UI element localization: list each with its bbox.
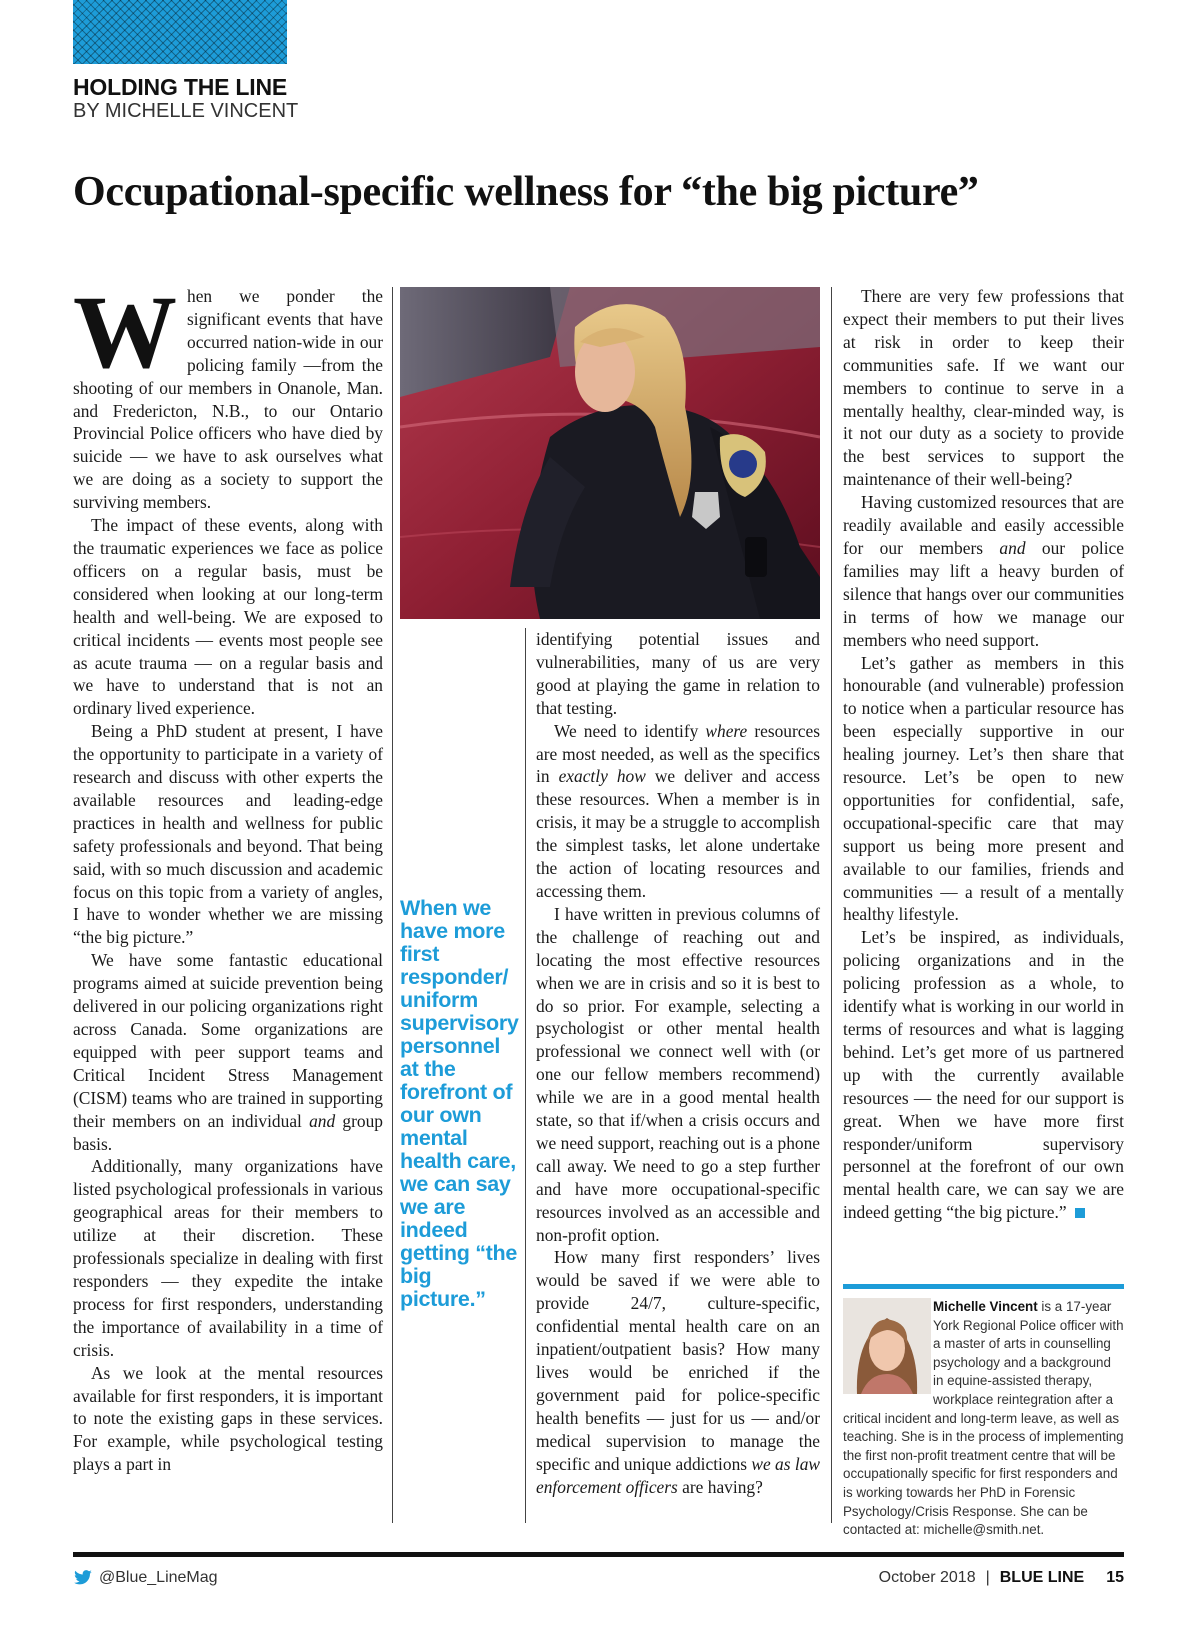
article-paragraph: When we ponder the significant events that have occurred nation-wide in our policing family —from the shooting of our members in Onanole, Man. and Fredericton, N.B., to our Ontario Provincial Police officers who have died by suicide — we have to ask ourselves what we are doing as a society to support the surviving members. <box>73 275 383 513</box>
column-divider <box>831 287 832 1523</box>
author-bio: Michelle Vincent is a 17-year York Regional Police officer with a master of arts in counselling psychology and a background in equine-assisted therapy, workplace reintegration after a critical incident and long-term leave, as well as teaching. She is in the process of implementing the first non-profit treatment centre that will be occupationally specific for first responders and is working towards her PhD in Forensic Psychology/Crisis Response. She can be contacted at: michelle@smith.net. <box>843 1299 1124 1538</box>
article-headline: Occupational-specific wellness for “the big picture” <box>73 169 979 215</box>
column-divider <box>392 287 393 1523</box>
article-column-3 <box>536 628 820 1498</box>
folio-separator: | <box>985 1569 990 1586</box>
page-folio <box>879 1569 1124 1587</box>
article-paragraph: How many first responders’ lives would be saved if we were able to provide 24/7, culture-specific, confidential mental health care on an inpatient/outpatient basis? How many lives would be enriched if the government paid for police-specific health benefits — just for us — and/or medical supervision to manage the specific and unique addictions we as law enforcement officers are having? <box>536 1247 820 1497</box>
column-divider <box>525 628 526 1523</box>
issue-date: October 2018 <box>878 1569 976 1586</box>
page-number: 15 <box>1106 1569 1124 1586</box>
article-paragraph: Let’s gather as members in this honourable (and vulnerable) profession to notice when a particular resource has been especially supportive in our healing journey. Let’s then share that resource. Let’s be open to new opportunities for confidential, safe, occupational-specific care that may support us being more present and available to our families, friends and communities — a result of a mentally healthy lifestyle. <box>843 652 1124 925</box>
article-paragraph: The impact of these events, along with the traumatic experiences we face as police officers on a regular basis, must be considered when looking at our long-term health and well-being. We are exposed to critical incidents — events most people see as acute trauma — on a regular basis and we have to understand that is not an ordinary lived experience. <box>73 515 383 719</box>
article-column-4 <box>843 285 1124 1224</box>
article-paragraph: Having customized resources that are readily available and easily accessible for our members and our police families may lift a heavy burden of silence that hangs over our communities in terms of how we manage our members who need support. <box>843 492 1124 650</box>
twitter-handle[interactable]: @Blue_LineMag <box>73 1569 218 1587</box>
article-paragraph: We have some fantastic educational programs aimed at suicide prevention being delivered in our policing organizations right across Canada. Some organizations are equipped with peer support teams and Critical Incident Stress Management (CISM) teams who are trained in supporting their members on an individual and group basis. <box>73 950 383 1154</box>
article-paragraph: identifying potential issues and vulnerabilities, many of us are very good at playing the game in relation to that testing. <box>536 629 820 718</box>
article-paragraph: As we look at the mental resources available for first responders, it is important to note the existing gaps in these services. For example, while psychological testing plays a part in <box>73 1362 383 1475</box>
article-paragraph: There are very few professions that expect their members to put their lives at risk in order to keep their communities safe. If we want our members to continue to serve in a mentally healthy, clear-minded way, is it not our duty as a society to provide the best services to support the maintenance of their well-being? <box>843 286 1124 490</box>
article-paragraph: We need to identify where resources are most needed, as well as the specifics in exactly how we deliver and access these resources. When a member is in crisis, it may be a struggle to accomplish the simplest tasks, let alone undertake the action of locating resources and accessing them. <box>536 720 821 901</box>
article-paragraph: Let’s be inspired, as individuals, policing organizations and in the policing profession as a whole, to identify what is working in our world in terms of resources and what is lagging behind. Let’s get more of us partnered up with the currently available resources — the need for our support is great. When we have more first responder/uniform supervisory personnel at the forefront of our own mental health care, we can say we are indeed getting “the big picture.” <box>843 927 1124 1223</box>
magazine-name: BLUE LINE <box>999 1569 1085 1586</box>
end-mark-icon <box>1075 1208 1085 1218</box>
column-kicker: HOLDING THE LINE <box>73 74 288 100</box>
article-paragraph: Being a PhD student at present, I have the opportunity to participate in a variety of research and discuss with other experts the available resources and leading-edge practices in health and wellness for public safety professionals and beyond. That being said, with so much discussion and academic focus on this topic from a variety of angles, I have to wonder whether we are missing “the big picture.” <box>73 721 383 948</box>
footer-rule <box>73 1552 1124 1557</box>
article-paragraph: I have written in previous columns of the challenge of reaching out and locating the most effective resources when we are in crisis and so it is best to do so prior. For example, selecting a psychologist or other mental health professional we connect well with (or one our fellow members recommend) while we are in a good mental health state, so that if/when a crisis occurs and we need support, reaching out is a phone call away. We need to go a step further and have more occupational-specific resources involved as an accessible and non-profit option. <box>536 903 820 1245</box>
header-decorative-hatch <box>73 0 287 64</box>
article-photo-police-officer <box>400 287 820 619</box>
byline: BY MICHELLE VINCENT <box>73 100 299 122</box>
twitter-bird-icon <box>73 1570 93 1586</box>
article-column-1 <box>73 275 383 1476</box>
author-name: Michelle Vincent <box>933 1299 1038 1314</box>
pull-quote: When we have more first responder/ uniform supervisory personnel at the forefront of our own mental health care, we can say we are indeed getting “the big picture.” <box>400 896 519 1311</box>
article-paragraph: Additionally, many organizations have listed psychological professionals in various geographical areas for their members to utilize at their discretion. These professionals specialize in dealing with first responders — they expedite the intake process for first responders, understanding the importance of availability in a time of crisis. <box>73 1156 383 1360</box>
drop-cap: W <box>73 275 177 390</box>
bio-divider <box>843 1284 1124 1289</box>
